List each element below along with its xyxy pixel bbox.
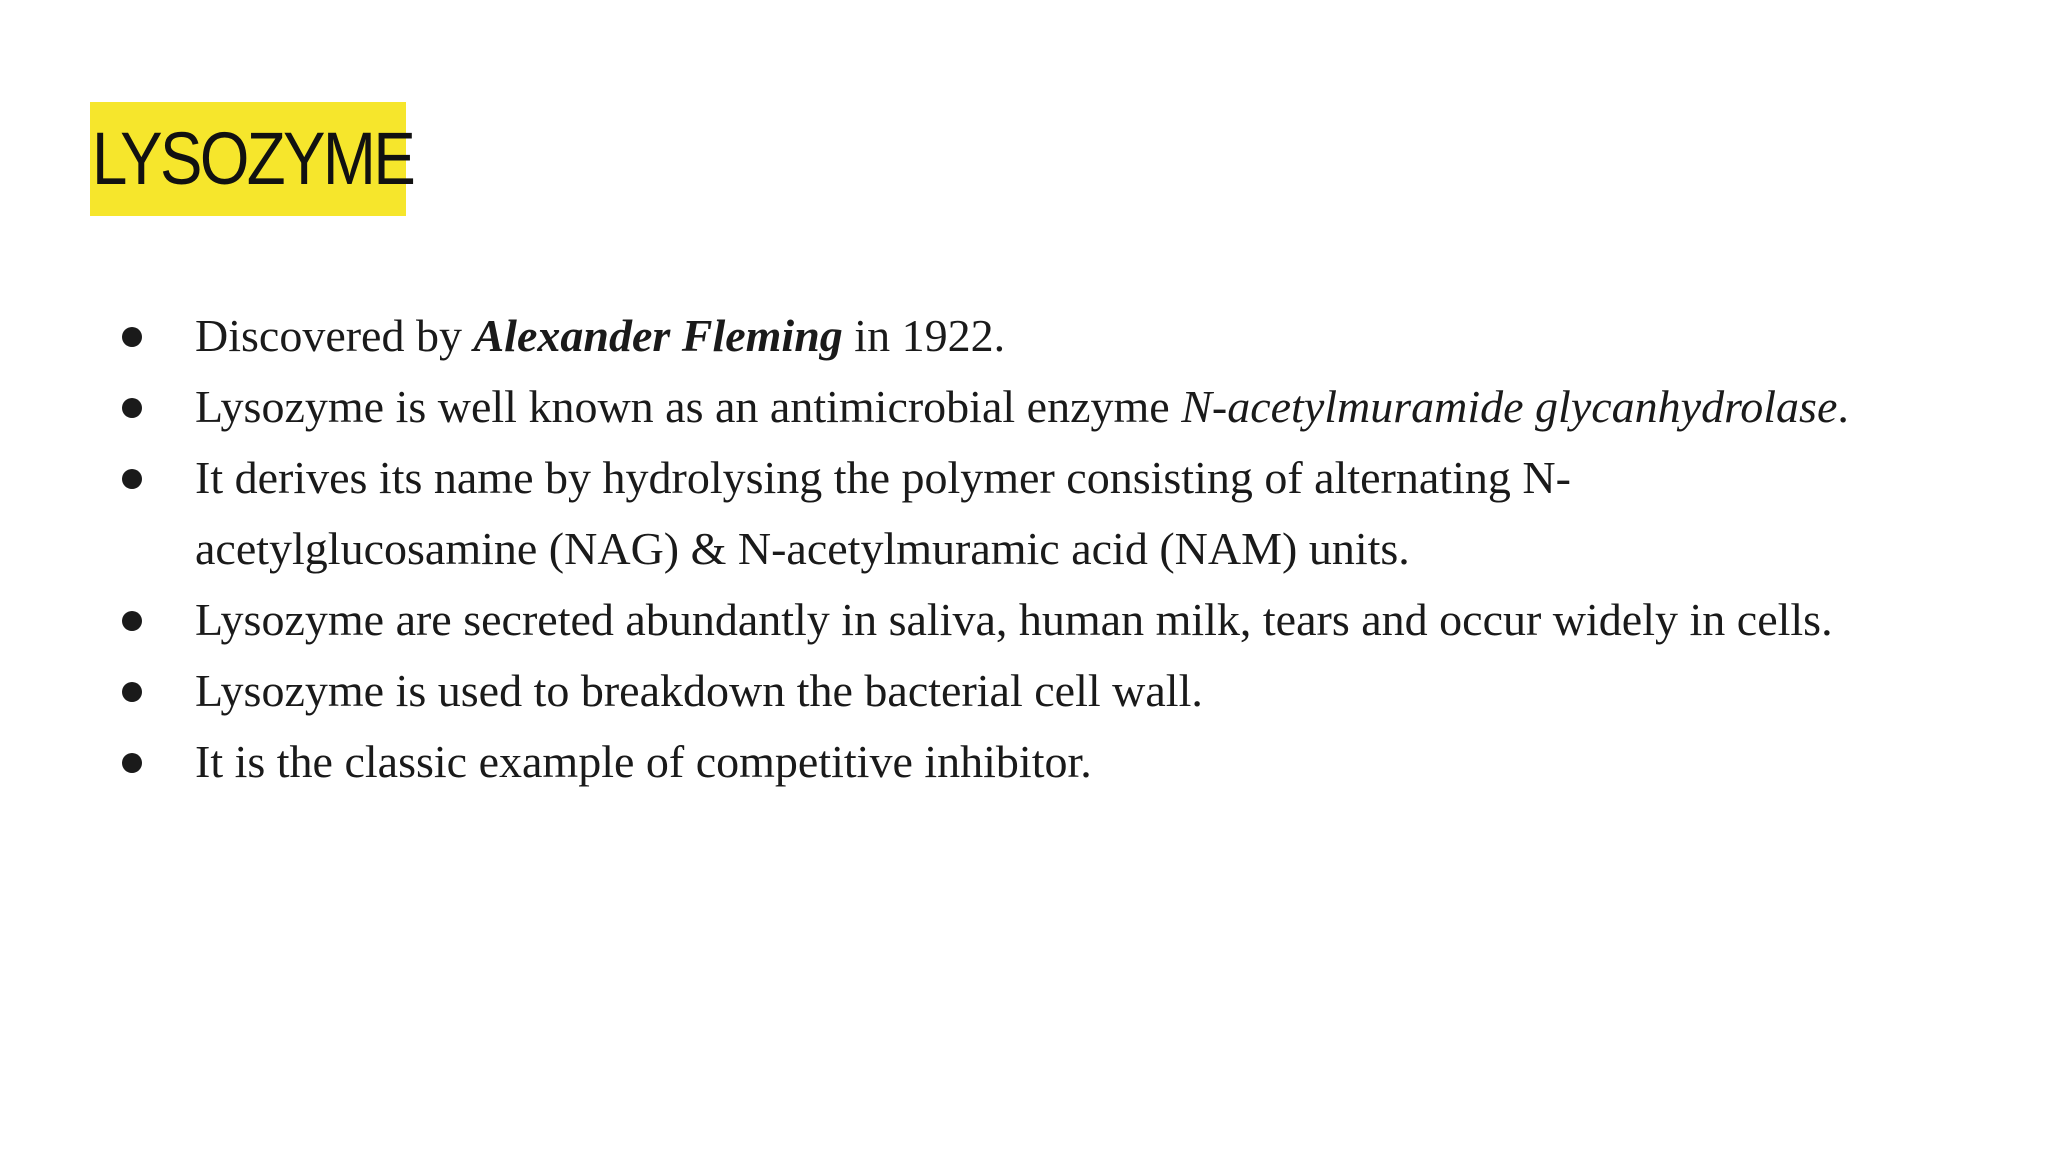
slide-title: LYSOZYME bbox=[92, 117, 414, 200]
bullet-item-enzyme bbox=[110, 371, 2010, 442]
bullet-text-line-1: It derives its name by hydrolysing the polymer consisting of alternating N- bbox=[195, 452, 1571, 503]
bullet-text: Lysozyme are secreted abundantly in saliva, human milk, tears and occur widely in cells. bbox=[195, 594, 1833, 645]
bullet-item-discovery bbox=[110, 300, 2010, 371]
bullet-dot-icon bbox=[122, 753, 142, 773]
bullet-dot-icon bbox=[122, 327, 142, 347]
bullet-text: Lysozyme is used to breakdown the bacterial cell wall. bbox=[195, 665, 1203, 716]
bullet-text-line-2: acetylglucosamine (NAG) & N-acetylmuramic acid (NAM) units. bbox=[195, 523, 1410, 574]
title-highlight bbox=[90, 102, 414, 216]
bullet-dot-icon bbox=[122, 682, 142, 702]
bullet-item-secretion bbox=[110, 584, 2010, 655]
bullet-text: in 1922. bbox=[842, 310, 1006, 361]
bullet-emphasis: N-acetylmuramide glycanhydrolase bbox=[1181, 381, 1838, 432]
bullet-item-name-origin bbox=[110, 442, 2010, 584]
bullet-emphasis: Alexander Fleming bbox=[473, 310, 843, 361]
bullet-text: . bbox=[1837, 381, 1849, 432]
bullet-dot-icon bbox=[122, 398, 142, 418]
bullet-list bbox=[110, 300, 2010, 797]
bullet-dot-icon bbox=[122, 611, 142, 631]
bullet-item-inhibitor bbox=[110, 726, 2010, 797]
bullet-dot-icon bbox=[122, 469, 142, 489]
bullet-item-cell-wall bbox=[110, 655, 2010, 726]
bullet-text: Discovered by bbox=[195, 310, 474, 361]
bullet-text: It is the classic example of competitive inhibitor. bbox=[195, 736, 1092, 787]
bullet-text: Lysozyme is well known as an antimicrobial enzyme bbox=[195, 381, 1182, 432]
